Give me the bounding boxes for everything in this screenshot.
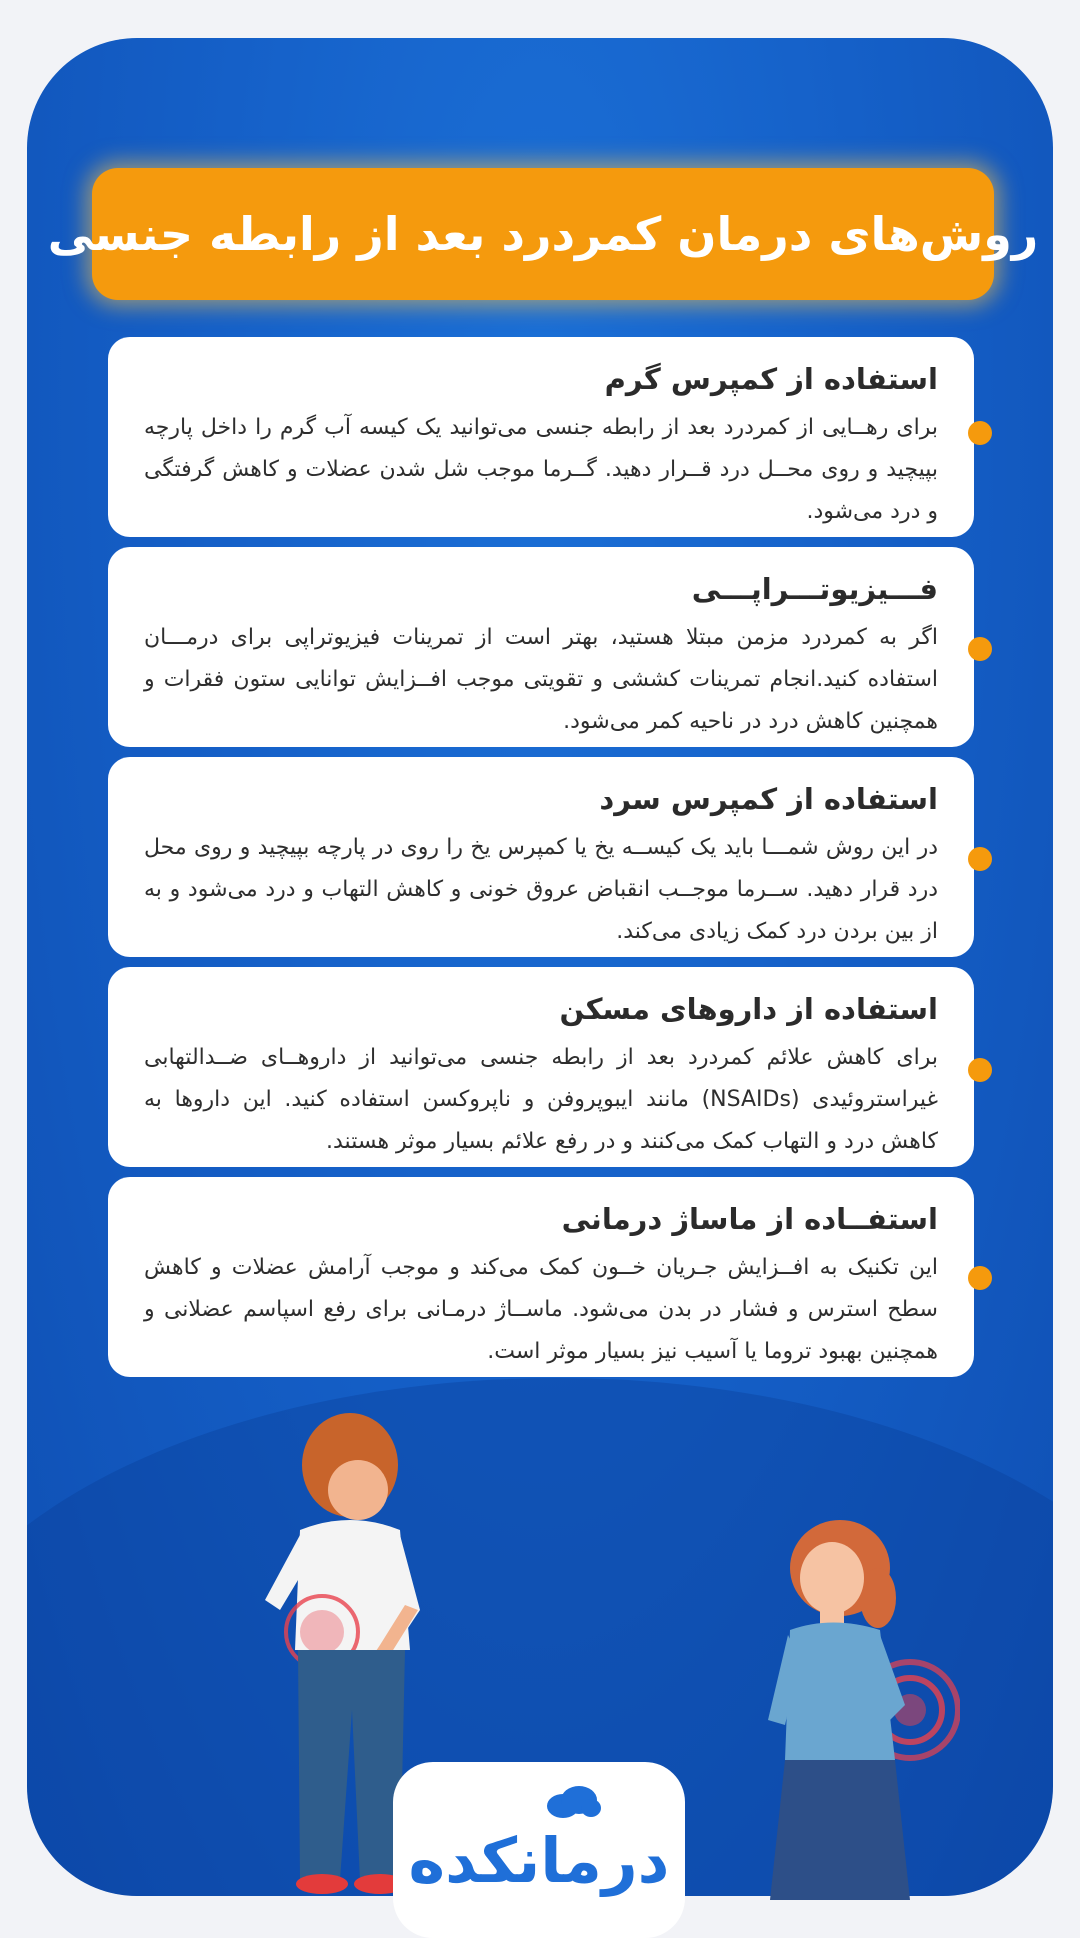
method-card-massage xyxy=(108,1177,974,1377)
card-body: در این روش شمـــا باید یک کیســه یخ یا کمپرس یخ را روی در پارچه بپیچید و روی محل درد قرار دهید. ســرما موجــب انقباض عروق خونی و کاهش التهاب و درد می‌شود و به از بین بردن درد کمک زیادی می‌کند. xyxy=(144,834,938,944)
method-card-warm-compress xyxy=(108,337,974,537)
card-heading: استفــاده از ماساژ درمانی xyxy=(561,1202,938,1236)
page-title: روش‌های درمان کمردرد بعد از رابطه جنسی xyxy=(47,207,1039,261)
logo-text: درمانکده xyxy=(408,1824,670,1897)
card-body: برای کاهش علائم کمردرد بعد از رابطه جنسی می‌توانید از داروهــای ضــدالتهابی غیراستروئیدی (NSAIDs) مانند ایبوپروفن و ناپروکسن استفاده کنید. این داروها به کاهش درد و التهاب کمک می‌کنند و در رفع علائم بسیار موثر هستند. xyxy=(144,1044,938,1154)
bullet-dot xyxy=(968,637,992,661)
card-heading: فـــیزیوتـــراپـــی xyxy=(691,572,938,606)
card-body: این تکنیک به افــزایش جـریان خــون کمک می‌کند و موجب آرامش عضلات و کاهش سطح استرس و فشار در بدن می‌شود. ماســاژ درمـانی برای رفع اسپاسم عضلانی و همچنین بهبود تروما یا آسیب نیز بسیار موثر است. xyxy=(144,1254,938,1364)
card-heading: استفاده از داروهای مسکن xyxy=(559,992,938,1026)
card-heading: استفاده از کمپرس گرم xyxy=(604,362,938,396)
method-card-cold-compress xyxy=(108,757,974,957)
card-body: برای رهــایی از کمردرد بعد از رابطه جنسی می‌توانید یک کیسه آب گرم را داخل پارچه بپیچید و روی محــل درد قــرار دهید. گــرما موجب شل شدن عضلات و کاهش گرفتگی و درد می‌شود. xyxy=(144,414,938,524)
card-body: اگر به کمردرد مزمن مبتلا هستید، بهتر است از تمرینات فیزیوتراپی برای درمـــان استفاده کنید.انجام تمرینات کششی و تقویتی موجب افــزایش توانایی ستون فقرات و همچنین کاهش درد در ناحیه کمر می‌شود. xyxy=(144,624,938,734)
bullet-dot xyxy=(968,847,992,871)
logo-card xyxy=(393,1762,685,1938)
bullet-dot xyxy=(968,421,992,445)
method-card-physiotherapy xyxy=(108,547,974,747)
bullet-dot xyxy=(968,1266,992,1290)
cloud-heart-logo-icon xyxy=(543,1782,603,1822)
title-banner xyxy=(47,168,1039,300)
card-heading: استفاده از کمپرس سرد xyxy=(599,782,938,816)
woman-back-pain-figure xyxy=(760,1520,960,1900)
method-card-painkillers xyxy=(108,967,974,1167)
bullet-dot xyxy=(968,1058,992,1082)
